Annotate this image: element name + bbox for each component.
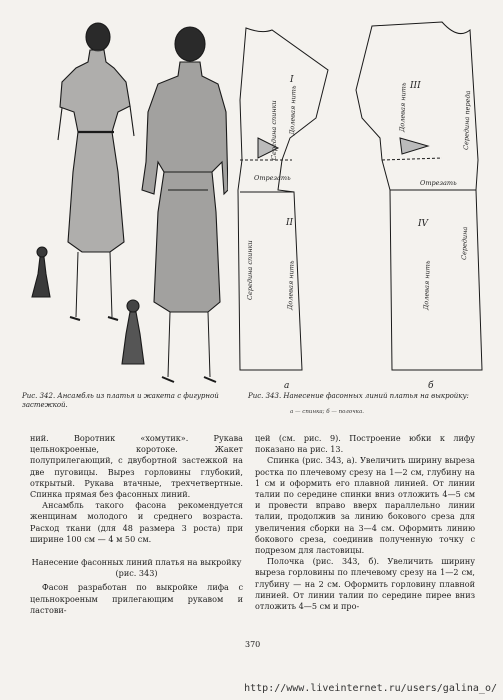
front-middle-label: Середина (460, 226, 470, 261)
back-mid-label: Середина спинки (270, 100, 278, 160)
back-grain-label: Долевая нить (288, 85, 298, 136)
back-cut-label: Отрезать (254, 174, 291, 182)
figure-right-caption-sub: а — спинка; б — полочка. (290, 409, 364, 415)
paragraph: ний. Воротник «хомутик». Рукава цельнокроеные, коротоке. Жакет полуприлегающий, с двубортной застежкой на две пуговицы. Вырез горловины глубокий, открытый. Рукава втачные, трехчетвертные. Спинка прямая без фасонных линий. (30, 433, 243, 500)
page-number: 370 (245, 640, 261, 649)
front-roman-3: III (410, 81, 421, 91)
front-grain-label: Долевая нить (398, 82, 408, 133)
label-b: б (428, 381, 434, 390)
text-column-right (255, 433, 475, 612)
back-seam-label: Середина спинки (246, 240, 254, 300)
text-column-left (30, 433, 243, 616)
pattern-diagram (232, 10, 484, 390)
front-middle-top-label: Середина переда (462, 90, 473, 151)
watermark-url: http://www.liveinternet.ru/users/galina_o/ (244, 683, 497, 694)
figure-left-caption: Рис. 342. Ансамбль из платья и жакета с фигурной застежкой. (22, 392, 219, 409)
back-roman-2: II (286, 218, 294, 228)
front-roman-4: IV (418, 219, 429, 229)
label-a: а (284, 381, 290, 390)
back-roman-1: I (290, 75, 294, 85)
paragraph: цей (см. рис. 9). Построение юбки к лифу показано на рис. 13. (255, 433, 475, 455)
paragraph: Полочка (рис. 343, б). Увеличить ширину выреза горловины по плечевому срезу на 1—2 см, глубину — на 2 см. Оформить горловину плавной линией. От линии талии по середине пирее вниз отложить 4—5 см и про- (255, 556, 475, 612)
front-cut-label: Отрезать (420, 179, 457, 187)
back-grain-label-2: Долевая нить (286, 260, 296, 311)
paragraph: Спинка (рис. 343, а). Увеличить ширину выреза ростка по плечевому срезу на 1—2 см, глубину на 1 см и оформить его плавной линией. От линии талии по середине спинки вниз отложить 4—5 см и провести вправо вверх параллельно линии талии, продолжив за линию бокового среза для увеличения сборки на 3—4 см. Оформить линию бокового среза, соединив полученную точку с подрезом для ластовицы. (255, 455, 475, 556)
section-heading: Нанесение фасонных линий платья на выкройку (рис. 343) (31, 557, 242, 579)
fashion-illustration (18, 12, 228, 387)
figure-right-caption: Рис. 343. Нанесение фасонных линий платья на выкройку: (248, 392, 469, 400)
front-grain-label-2: Долевая нить (422, 260, 432, 311)
paragraph: Ансамбль такого фасона рекомендуется женщинам молодого и среднего возраста. Расход ткани (для 48 размера 3 роста) при ширине 100 см — 4 м 50 см. (30, 500, 243, 544)
paragraph: Фасон разработан по выкройке лифа с цельнокроеным прилегающим рукавом и ластови- (30, 582, 243, 615)
